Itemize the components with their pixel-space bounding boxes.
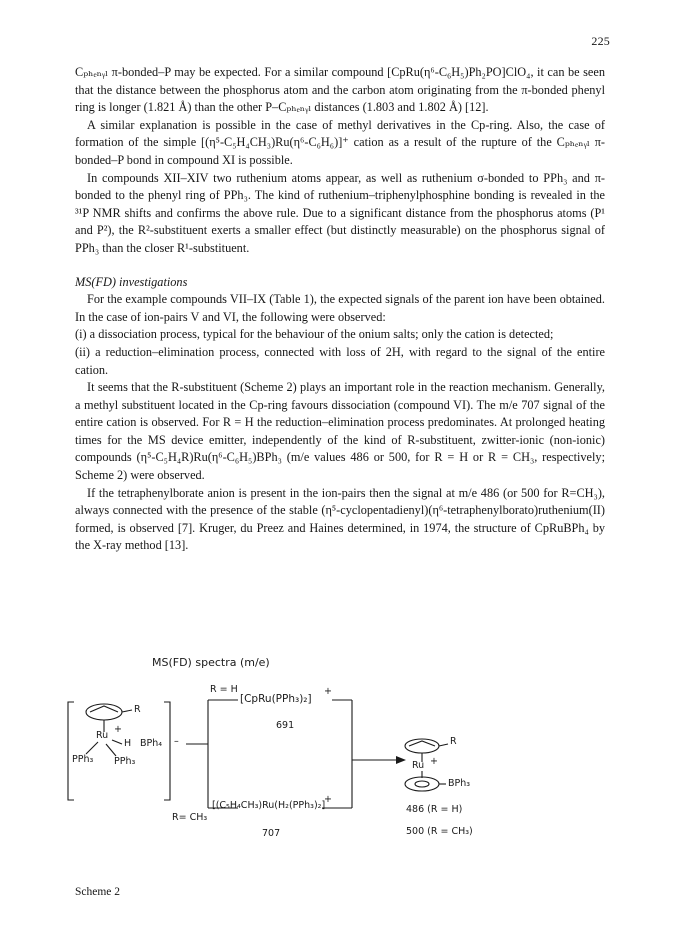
left-h-label: H [124,738,132,749]
left-plus-label: + [114,724,122,735]
left-ru-label: Ru [96,730,109,741]
right-ru-label: Ru [412,760,425,771]
cp-ring-inner-right [409,741,435,746]
arene-ring-inner [415,781,429,787]
cp-r-bond [122,710,132,712]
left-minus-label: – [174,736,179,747]
page-number: 225 [591,34,610,48]
scheme-title: MS(FD) spectra (m/e) [152,656,270,669]
bottom-product: [(C₅H₄CH₃)Ru(H₂(PPh₃)₂] [212,800,326,811]
ms-list-item-i: (i) a dissociation process, typical for the behaviour of the onium salts; only the cation is detected; [75,327,554,342]
cp-ring-inner-left [90,706,118,712]
scheme-caption: Scheme 2 [75,886,121,898]
bottom-charge: + [324,794,332,805]
arene-ring-right [405,777,439,791]
cp-r-bond-right [439,744,448,746]
ms-paragraph-1: For the example compounds VII–IX (Table 1), the expected signals of the parent ion have been obtained. In the case of ion-pairs V and VI, the following were observed: [75,292,605,324]
right-r-label: R [450,736,457,747]
left-bracket [68,702,74,800]
paragraph-1: Cₚₕₑₙᵧₗ π-bonded–P may be expected. For a similar compound [CpRu(η⁶-C₆H₅)Ph₂PO]ClO₄, it can be seen that the distance between the phosphorus atom and the carbon atom originating from the π-bonded phenyl ring is longer (1.821 Å) than the other P–Cₚₕₑₙᵧₗ distances (1.803 and 1.802 Å) [12]. [75,65,605,115]
ru-h-bond [112,740,122,744]
bottom-mass: 707 [262,828,281,839]
ms-list-item-ii: (ii) a reduction–elimination process, connected with loss of 2H, with regard to the signal of the entire cation. [75,344,605,377]
arrow-head [396,756,406,764]
ru-pph3-bond-a [86,742,98,754]
scheme-2-diagram [60,650,540,860]
ms-paragraph-2: It seems that the R-substituent (Scheme 2) plays an important role in the reaction mechanism. Generally, a methyl substituent located in the Cp-ring favours dissociation (compound VI). The m/e 707 signal of the entire cation is observed. For R = H the reduction–elimination process predominates. At prolonged heating times for the MS device emitter, independently of the kind of R-substituent, zwitter-ionic (non-ionic) compounds (η⁵-C₅H₄R)Ru(η⁶-C₆H₅)BPh₃ (m/e values 486 or 500, for R = H or R = CH₃, respectively; Scheme 2) were observed. [75,380,605,483]
left-pph3-b-label: PPh₃ [114,756,136,767]
section-heading: MS(FD) investigations [75,274,188,289]
right-plus-label: + [430,756,438,767]
right-mass-1: 486 (R = H) [406,804,463,815]
top-branch-label: R = H [210,684,238,695]
right-bph3-label: BPh₃ [448,778,471,789]
paragraph-3: In compounds XII–XIV two ruthenium atoms appear, as well as ruthenium σ-bonded to PPh₃ and π-bonded to the phenyl ring of PPh₃. The kind of ruthenium–triphenylphosphine bonding is revealed in the ³¹P NMR shifts and confirms the above rule. Due to a significant distance from the phosphorus atoms (P¹ and P²), the R²-substituent exerts a smaller effect (but distinctly measurable) on the phosphorus signal of PPh₃ than the closer R¹-substituent. [75,170,605,255]
ru-pph3-bond-b [106,744,116,756]
ms-paragraph-3: If the tetraphenylborate anion is present in the ion-pairs then the signal at m/e 486 (or 500 for R=CH₃), always connected with the presence of the stable (η⁵-cyclopentadienyl)(η⁶-tetraphenylborato)ruthenium(II) formed, is observed [7]. Kruger, du Preez and Haines determined, in 1974, the structure of CpRuBPh₄ by the X-ray method [13]. [75,485,605,553]
left-pph3-a-label: PPh₃ [72,754,94,765]
top-charge: + [324,686,332,697]
right-mass-2: 500 (R = CH₃) [406,826,473,837]
body-text [75,64,605,555]
bottom-branch-label: R= CH₃ [172,812,208,823]
top-product: [CpRu(PPh₃)₂] [240,693,312,705]
left-bph4-label: BPh₄ [140,738,163,749]
top-mass: 691 [276,720,295,731]
left-r-label: R [134,704,141,715]
right-bracket [164,702,170,800]
paragraph-2: A similar explanation is possible in the case of methyl derivatives in the Cp-ring. Also, the case of formation of the simple [(η⁵-C₅H₄CH₃)Ru(η⁶-C₆H₆)]⁺ cation as a result of the rupture of the Cₚₕₑₙᵧₗ π-bonded–P bond in compound XI is possible. [75,117,605,167]
